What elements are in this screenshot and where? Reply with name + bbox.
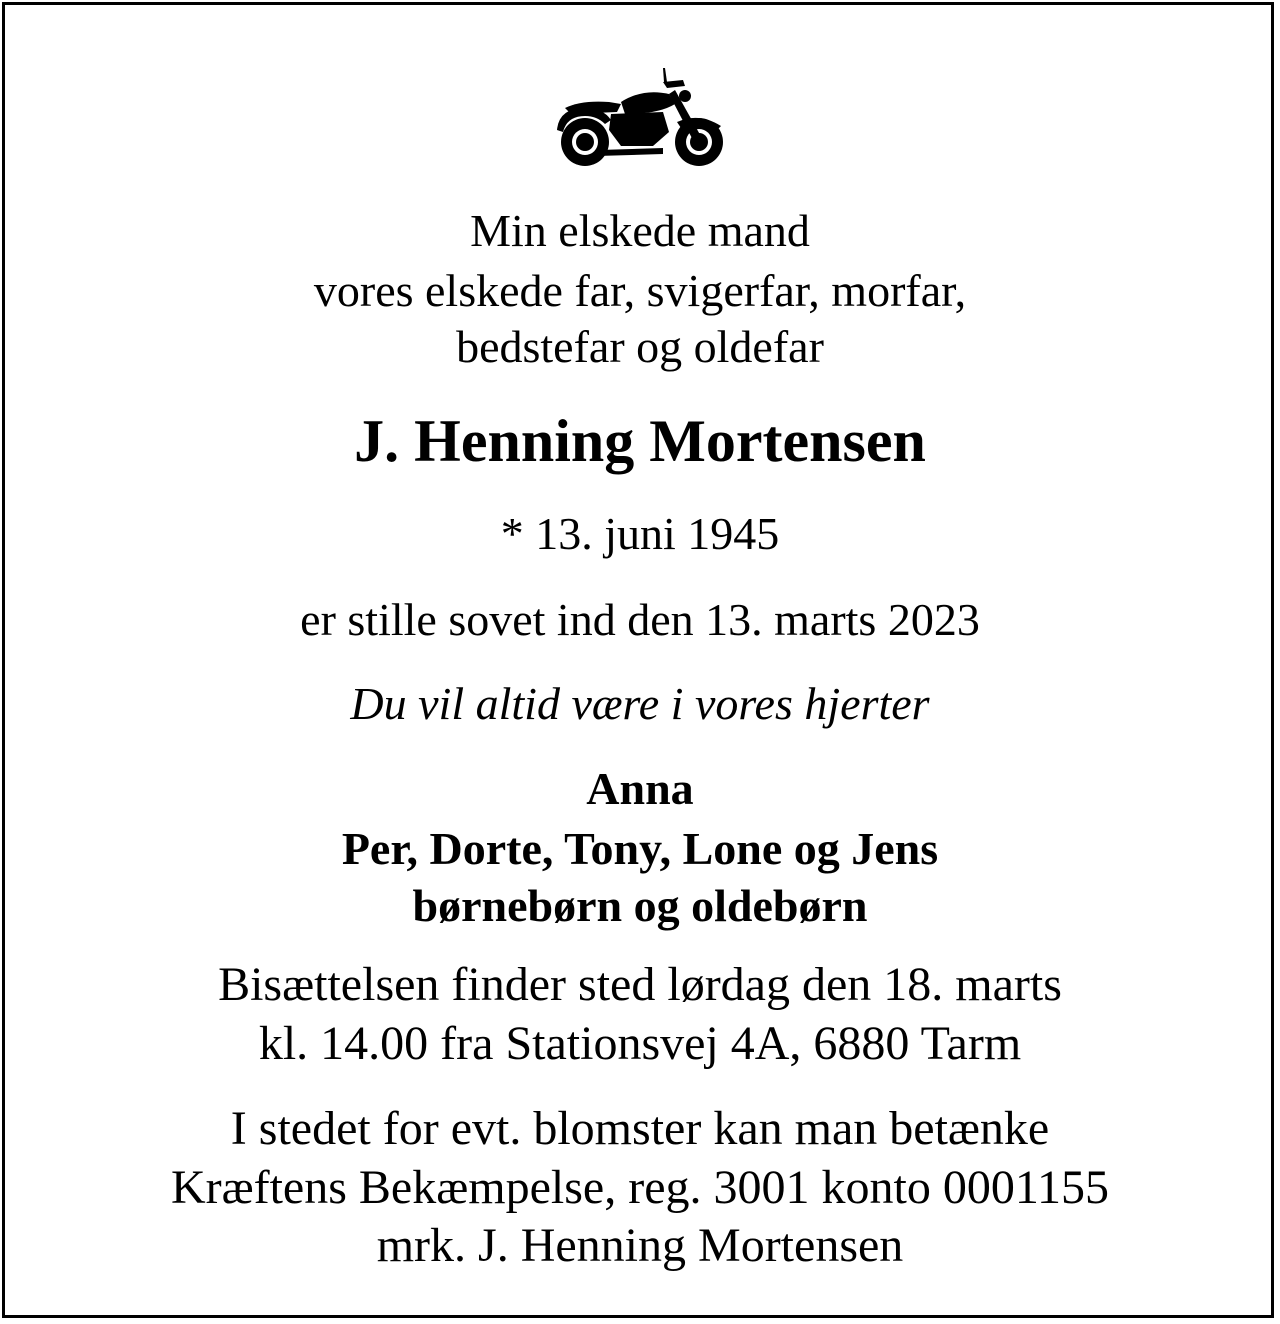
donation-line: Kræftens Bekæmpelse, reg. 3001 konto 0001155 <box>170 1161 1110 1214</box>
quote: Du vil altid være i vores hjerter <box>350 678 930 729</box>
deceased-name: J. Henning Mortensen <box>354 408 926 474</box>
family-line: Per, Dorte, Tony, Lone og Jens <box>341 823 939 874</box>
birth-date: * 13. juni 1945 <box>500 508 780 559</box>
ceremony-line: Bisættelsen finder sted lørdag den 18. marts <box>218 958 1062 1011</box>
family-line: Anna <box>586 763 694 814</box>
donation-line: I stedet for evt. blomster kan man betænke <box>230 1102 1050 1155</box>
family-line: børnebørn og oldebørn <box>412 880 868 931</box>
donation-line: mrk. J. Henning Mortensen <box>376 1219 904 1272</box>
intro-line: Min elskede mand <box>470 205 810 256</box>
motorcycle-icon <box>551 60 729 170</box>
intro-line: vores elskede far, svigerfar, morfar, <box>313 265 967 316</box>
ceremony-line: kl. 14.00 fra Stationsvej 4A, 6880 Tarm <box>258 1017 1022 1070</box>
death-date: er stille sovet ind den 13. marts 2023 <box>300 594 980 645</box>
intro-line: bedstefar og oldefar <box>456 321 824 372</box>
